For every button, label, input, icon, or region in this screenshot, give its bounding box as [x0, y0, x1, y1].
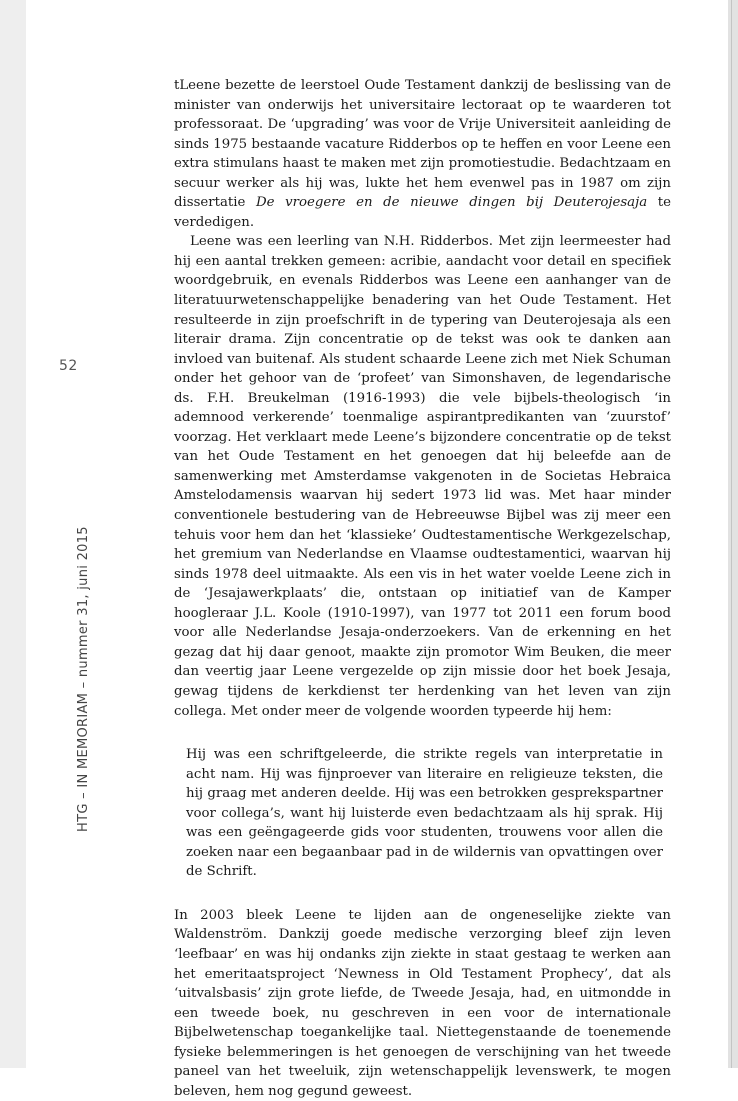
paragraph-3: In 2003 bleek Leene te lijden aan de ongeneselijke ziekte van Waldenström. Dankzij goede medische verzorging bleef zijn leven ‘leefbaar’ en was hij ondanks zijn ziekte in staat gestaag te werken aan het emeritaatsproject ‘Newness in Old Testament Prophecy’, dat als ‘uitvalsbasis’ zijn grote liefde, de Tweede Jesaja, had, en uitmondde in een tweede boek, nu geschreven in een voor de internationale Bijbelwetenschap toegankelijke taal. Niettegenstaande de toenemende fysieke belemmeringen is het genoegen de verschijning van het tweede paneel van het tweeluik, zijn wetenschappelijk levenswerk, te mogen beleven, hem nog gegund geweest. [174, 907, 671, 1099]
block-quote: Hij was een schriftgeleerde, die strikte regels van interpretatie in acht nam. Hij was fijnproever van literaire en religieuze teksten, die hij graag met anderen deelde. Hij was een betrokken gesprekspartner voor collega’s, want hij luisterde even bedachtzaam als hij sprak. Hij was een geëngageerde gids voor studenten, trouwens voor allen die zoeken naar een begaanbaar pad in de wildernis van opvattingen over de Schrift. [186, 747, 663, 880]
paragraph-1-end: te verdedigen. [174, 195, 671, 230]
page-right-edge-line [731, 0, 732, 1068]
running-head: HTG – IN MEMORIAM – nummer 31, juni 2015 [76, 526, 91, 832]
dissertation-title: De vroegere en de nieuwe dingen bij Deuterojesaja [256, 195, 648, 211]
page-left-margin-strip [0, 0, 26, 1068]
page-right-edge [728, 0, 738, 1068]
paragraph-1-text: tLeene bezette de leerstoel Oude Testament dankzij de beslissing van de minister van onderwijs het universitaire lectoraat op te waarderen tot professoraat. De ‘upgrading’ was voor de Vrije Universiteit aanleiding de sinds 1975 bestaande vacature Ridderbos op te heffen en voor Leene een extra stimulans haast te maken met zijn promotiestudie. Bedachtzaam en secuur werker als hij was, lukte het hem evenwel pas in 1987 om zijn dissertatie [174, 78, 671, 211]
body-text [174, 76, 671, 1101]
paragraph-1 [174, 76, 671, 232]
page-number: 52 [59, 358, 78, 374]
paragraph-2: Leene was een leerling van N.H. Ridderbos. Met zijn leermeester had hij een aantal trekken gemeen: acribie, aandacht voor detail en specifiek woordgebruik, en evenals Ridderbos was Leene een aanhanger van de literatuurwetenschappelijke benadering van het Oude Testament. Het resulteerde in zijn proefschrift in de typering van Deuterojesaja als een literair drama. Zijn concentratie op de tekst was ook te danken aan invloed van buitenaf. Als student schaarde Leene zich met Niek Schuman onder het gehoor van de ‘profeet’ van Simonshaven, de legendarische ds. F.H. Breukelman (1916-1993) die vele bijbels-theologisch ‘in ademnood verkerende’ toenmalige aspirantpredikanten van ‘zuurstof’ voorzag. Het verklaart mede Leene’s bijzondere concentratie op de tekst van het Oude Testament en het genoegen dat hij beleefde aan de samenwerking met Amsterdamse vakgenoten in de Societas Hebraica Amstelodamensis waarvan hij sedert 1973 lid was. Met haar minder conventionele bestudering van de Hebreeuwse Bijbel was zij meer een tehuis voor hem dan het ‘klassieke’ Oudtestamentische Werkgezelschap, het gremium van Nederlandse en Vlaamse oudtestamentici, waarvan hij sinds 1978 deel uitmaakte. Als een vis in het water voelde Leene zich in de ‘Jesajawerkplaats’ die, ontstaan op initiatief van de Kamper hoogleraar J.L. Koole (1910-1997), van 1977 tot 2011 een forum bood voor alle Nederlandse Jesaja-onderzoekers. Van de erkenning en het gezag dat hij daar genoot, maakte zijn promotor Wim Beuken, die meer dan veertig jaar Leene vergezelde op zijn missie door het boek Jesaja, gewag tijdens de kerkdienst ter herdenking van het leven van zijn collega. Met onder meer de volgende woorden typeerde hij hem: [174, 234, 671, 719]
